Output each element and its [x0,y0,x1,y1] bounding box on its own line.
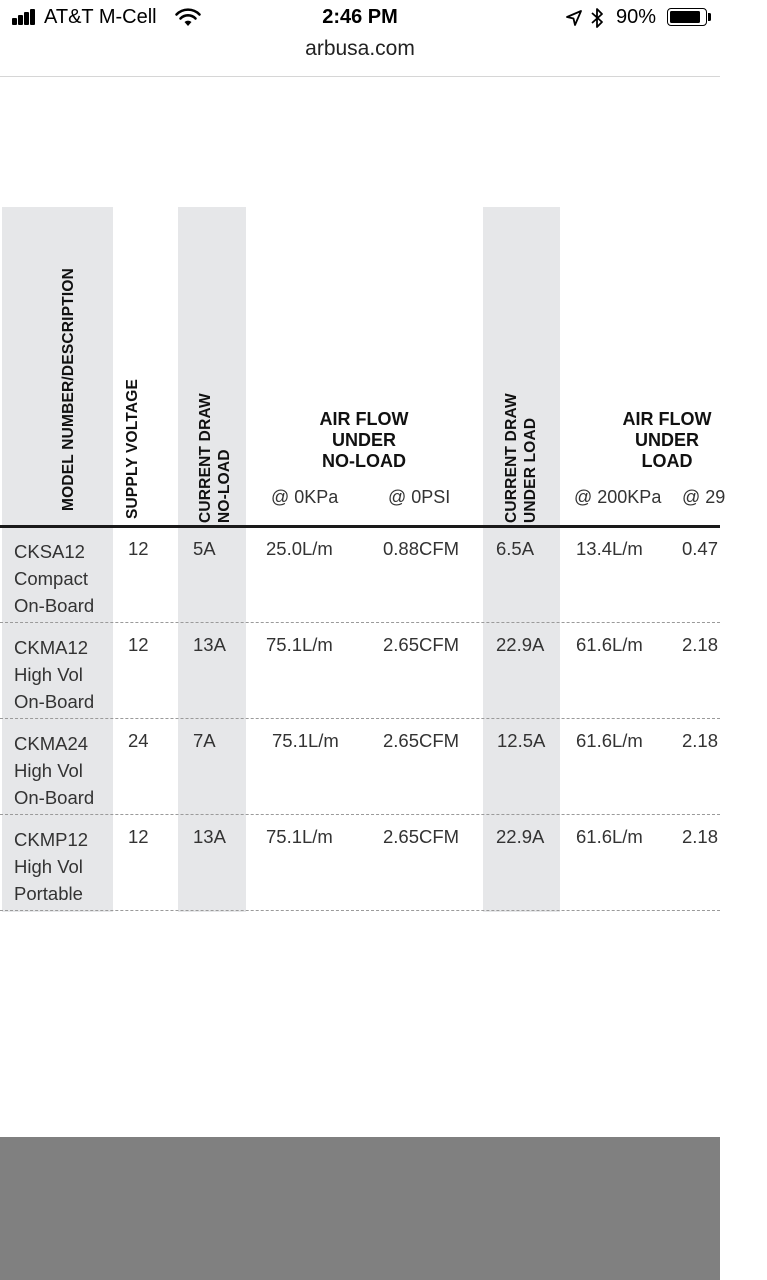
load-cfm-cell: 2.18 [682,730,719,751]
load-cfm-cell: 2.18 [682,634,719,655]
load-lm-cell: 61.6L/m [576,730,643,751]
header-model: MODEL NUMBER/DESCRIPTION [59,267,77,511]
bluetooth-icon [590,7,604,29]
current-noload-cell: 13A [193,634,226,655]
flow-cfm-cell: 2.65CFM [383,826,460,847]
voltage-cell: 12 [128,538,149,559]
row-divider [0,718,720,719]
load-cfm-cell: 0.47 [682,538,719,559]
voltage-cell: 12 [128,634,149,655]
header-rule [0,525,720,528]
header-current-load: CURRENT DRAW UNDER LOAD [503,393,539,523]
load-lm-cell: 61.6L/m [576,634,643,655]
flow-cfm-cell: 2.65CFM [383,730,460,751]
voltage-cell: 24 [128,730,149,751]
flow-cfm-cell: 0.88CFM [383,538,460,559]
row-divider [0,622,720,623]
subheader-psi-noload: @ 0PSI [388,487,451,507]
subheader-psi-load: @ 29 [682,487,726,507]
clock: 2:46 PM [322,6,398,28]
subheader-kpa-noload: @ 0KPa [271,487,339,507]
load-lm-cell: 61.6L/m [576,826,643,847]
model-cell: CKMP12 High Vol Portable [14,829,89,904]
current-noload-cell: 7A [193,730,216,751]
current-load-cell: 22.9A [496,826,545,847]
location-arrow-icon [565,9,583,27]
header-supply-voltage: SUPPLY VOLTAGE [123,378,141,519]
flow-lm-cell: 75.1L/m [266,634,333,655]
row-divider [0,814,720,815]
page-footer [0,1137,720,1280]
load-cfm-cell: 2.18 [682,826,719,847]
address-bar[interactable] [0,36,720,77]
model-cell: CKSA12 Compact On-Board [14,541,95,616]
flow-lm-cell: 75.1L/m [272,730,339,751]
battery-icon [667,8,707,26]
model-cell: CKMA24 High Vol On-Board [14,733,95,808]
model-cell: CKMA12 High Vol On-Board [14,637,95,712]
load-lm-cell: 13.4L/m [576,538,643,559]
row-divider [0,910,720,911]
flow-cfm-cell: 2.65CFM [383,634,460,655]
current-noload-cell: 5A [193,538,216,559]
header-airflow-load: AIR FLOW UNDER LOAD [622,409,712,471]
status-bar [0,0,720,36]
current-load-cell: 6.5A [496,538,535,559]
carrier-name: AT&T M-Cell [44,6,157,28]
header-current-noload: CURRENT DRAW NO-LOAD [197,393,233,523]
voltage-cell: 12 [128,826,149,847]
header-airflow-noload: AIR FLOW UNDER NO-LOAD [319,409,409,471]
current-noload-cell: 13A [193,826,226,847]
battery-percent: 90% [616,6,657,28]
flow-lm-cell: 75.1L/m [266,826,333,847]
flow-lm-cell: 25.0L/m [266,538,333,559]
current-load-cell: 12.5A [497,730,546,751]
current-load-cell: 22.9A [496,634,545,655]
subheader-kpa-load: @ 200KPa [574,487,662,507]
url-text[interactable]: arbusa.com [305,37,415,60]
